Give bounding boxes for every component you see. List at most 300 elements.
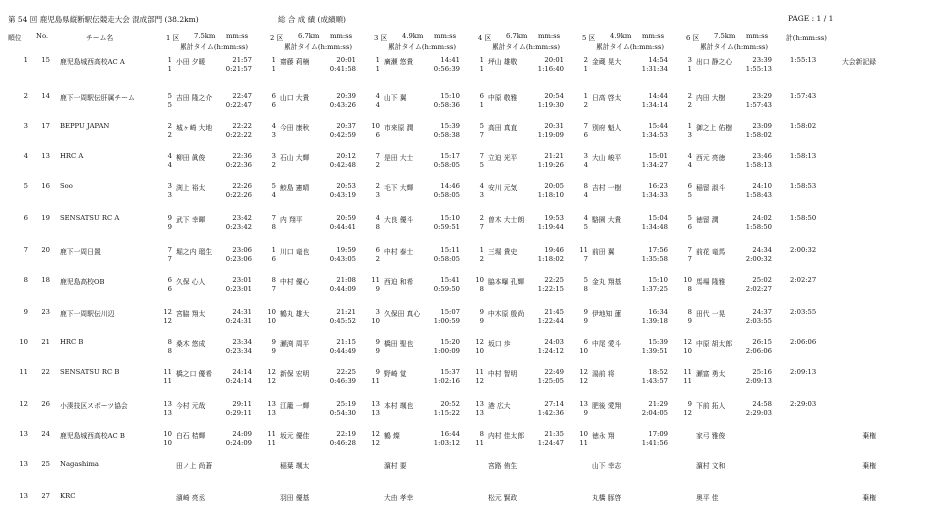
team-name: SENSATSU RC B — [60, 368, 120, 376]
table-row — [0, 492, 930, 512]
leg-rank: 9 — [271, 338, 276, 346]
cumulative-time: 0:58:05 — [433, 255, 460, 263]
section-rank: 9 — [583, 317, 588, 325]
leg-time: 15:07 — [440, 308, 460, 316]
cumulative-time: 1:34:33 — [641, 191, 668, 199]
leg-time: 15:04 — [648, 214, 668, 222]
leg-rank: 3 — [167, 182, 172, 190]
table-row — [0, 92, 930, 112]
leg-rank: 6 — [167, 276, 172, 284]
runner-name: 松元 賢政 — [488, 494, 518, 502]
runner-name: 橋之口 優希 — [176, 370, 213, 378]
total-time: 1:57:43 — [790, 92, 817, 100]
section-rank: 3 — [167, 191, 172, 199]
section-rank: 3 — [375, 191, 380, 199]
runner-name: 駱園 大貴 — [592, 216, 622, 224]
section-5-unit: mm:ss — [642, 32, 665, 40]
runner-name: 江籠 一輝 — [280, 402, 310, 410]
section-rank: 7 — [479, 223, 484, 231]
runner-name: 白石 桔輝 — [176, 432, 206, 440]
cumulative-time: 1:15:22 — [433, 409, 460, 417]
leg-time: 24:09 — [232, 430, 252, 438]
leg-rank: 7 — [375, 152, 380, 160]
cumulative-time: 1:35:58 — [641, 255, 668, 263]
section-rank: 13 — [475, 409, 484, 417]
section-5-cumulative: 累計タイム(h:mm:ss) — [596, 43, 664, 51]
section-rank: 6 — [687, 223, 692, 231]
leg-time: 25:02 — [752, 276, 772, 284]
cumulative-time: 0:44:41 — [329, 223, 356, 231]
cumulative-time: 0:46:28 — [329, 439, 356, 447]
runner-name: 鮫島 憲晴 — [280, 184, 310, 192]
cumulative-time: 0:59:51 — [433, 223, 460, 231]
leg-time: 15:11 — [440, 246, 460, 254]
section-rank: 4 — [687, 161, 692, 169]
leg-rank: 1 — [479, 246, 484, 254]
row-number: 20 — [41, 246, 50, 254]
leg-time: 20:39 — [336, 92, 356, 100]
table-row — [0, 152, 930, 172]
leg-rank: 10 — [683, 276, 692, 284]
cumulative-time: 1:24:47 — [537, 439, 564, 447]
leg-time: 20:01 — [336, 56, 356, 64]
leg-rank: 9 — [167, 214, 172, 222]
runner-name: 坪山 雄敬 — [488, 58, 518, 66]
section-rank: 4 — [583, 161, 588, 169]
runner-name: 三堀 貴史 — [488, 248, 518, 256]
row-number: 22 — [41, 368, 50, 376]
header-team: チーム名 — [86, 34, 114, 42]
cumulative-time: 0:23:01 — [225, 285, 252, 293]
leg-rank: 4 — [271, 122, 276, 130]
team-name: 鹿下一周日置 — [60, 248, 101, 256]
cumulative-time: 1:58:13 — [745, 161, 772, 169]
leg-time: 21:45 — [544, 308, 564, 316]
row-number: 19 — [41, 214, 50, 222]
leg-rank: 1 — [271, 246, 276, 254]
runner-name: 前花 竜馬 — [696, 248, 726, 256]
cumulative-time: 0:58:38 — [433, 131, 460, 139]
runner-name: 前田 翼 — [592, 248, 615, 256]
row-rank: 1 — [23, 56, 28, 64]
row-rank: 13 — [19, 492, 28, 500]
team-name: 鹿下一周駅伝川辺 — [60, 310, 115, 318]
runner-name: 田ノ上 尚蒼 — [176, 462, 213, 470]
leg-time: 20:54 — [544, 92, 564, 100]
cumulative-time: 0:44:49 — [329, 347, 356, 355]
leg-time: 14:54 — [648, 56, 668, 64]
section-rank: 10 — [475, 347, 484, 355]
leg-rank: 9 — [687, 400, 692, 408]
leg-rank: 12 — [267, 368, 276, 376]
cumulative-time: 1:34:27 — [641, 161, 668, 169]
section-rank: 5 — [167, 101, 172, 109]
leg-time: 20:52 — [440, 400, 460, 408]
cumulative-time: 1:58:02 — [745, 131, 772, 139]
cumulative-time: 0:44:09 — [329, 285, 356, 293]
runner-name: 今田 康秋 — [280, 124, 310, 132]
table-row — [0, 182, 930, 202]
team-name: 鹿児島城西高校AC A — [60, 58, 125, 66]
cumulative-time: 0:22:47 — [225, 101, 252, 109]
section-rank: 12 — [267, 377, 276, 385]
total-time: 1:58:53 — [790, 182, 817, 190]
cumulative-time: 0:58:05 — [433, 161, 460, 169]
leg-time: 14:41 — [440, 56, 460, 64]
leg-time: 22:19 — [336, 430, 356, 438]
runner-name: 内村 佳太郎 — [488, 432, 525, 440]
leg-rank: 8 — [687, 308, 692, 316]
runner-name: 齋藤 莉楠 — [280, 58, 310, 66]
section-rank: 8 — [583, 285, 588, 293]
table-row — [0, 368, 930, 388]
leg-time: 24:02 — [752, 214, 772, 222]
row-number: 24 — [41, 430, 50, 438]
runner-name: 桑木 悠成 — [176, 340, 206, 348]
section-3-cumulative: 累計タイム(h:mm:ss) — [388, 43, 456, 51]
runner-name: 吉田 隆之介 — [176, 94, 213, 102]
leg-time: 20:37 — [336, 122, 356, 130]
runner-name: 中木原 殷尚 — [488, 310, 525, 318]
cumulative-time: 1:34:53 — [641, 131, 668, 139]
leg-rank: 7 — [583, 122, 588, 130]
leg-rank: 12 — [163, 308, 172, 316]
leg-rank: 4 — [479, 182, 484, 190]
section-4-cumulative: 累計タイム(h:mm:ss) — [492, 43, 560, 51]
row-rank: 5 — [23, 182, 28, 190]
leg-time: 20:12 — [336, 152, 356, 160]
cumulative-time: 1:43:57 — [641, 377, 668, 385]
section-rank: 1 — [271, 65, 276, 73]
leg-rank: 10 — [475, 276, 484, 284]
cumulative-time: 0:54:30 — [329, 409, 356, 417]
leg-time: 16:23 — [648, 182, 668, 190]
leg-time: 23:01 — [232, 276, 252, 284]
cumulative-time: 1:19:09 — [537, 131, 564, 139]
section-rank: 2 — [375, 255, 380, 263]
cumulative-time: 0:56:39 — [433, 65, 460, 73]
leg-time: 21:35 — [544, 430, 564, 438]
leg-rank: 4 — [375, 92, 380, 100]
row-number: 25 — [41, 460, 50, 468]
runner-name: 内田 大樹 — [696, 94, 726, 102]
cumulative-time: 1:39:18 — [641, 317, 668, 325]
leg-rank: 6 — [479, 92, 484, 100]
row-rank: 8 — [23, 276, 28, 284]
section-rank: 9 — [375, 285, 380, 293]
cumulative-time: 2:02:27 — [745, 285, 772, 293]
leg-rank: 12 — [683, 338, 692, 346]
leg-rank: 11 — [683, 368, 692, 376]
leg-time: 21:57 — [232, 56, 252, 64]
cumulative-time: 0:43:05 — [329, 255, 356, 263]
section-rank: 6 — [375, 131, 380, 139]
cumulative-time: 0:58:05 — [433, 191, 460, 199]
runner-name: 濱崎 亮丞 — [176, 494, 206, 502]
row-rank: 13 — [19, 430, 28, 438]
table-row — [0, 122, 930, 142]
section-6-cumulative: 累計タイム(h:mm:ss) — [700, 43, 768, 51]
leg-rank: 3 — [271, 152, 276, 160]
page-indicator: PAGE : 1 / 1 — [788, 14, 834, 23]
section-3-unit: mm:ss — [434, 32, 457, 40]
section-rank: 1 — [375, 65, 380, 73]
runner-name: 武下 幸暉 — [176, 216, 206, 224]
cumulative-time: 0:22:26 — [225, 191, 252, 199]
section-1-unit: mm:ss — [226, 32, 249, 40]
leg-rank: 6 — [687, 182, 692, 190]
section-1-label: 1 区 — [166, 34, 180, 42]
cumulative-time: 2:04:05 — [641, 409, 668, 417]
cumulative-time: 0:29:11 — [225, 409, 252, 417]
leg-time: 22:47 — [232, 92, 252, 100]
section-rank: 8 — [479, 285, 484, 293]
leg-time: 23:42 — [232, 214, 252, 222]
row-rank: 2 — [23, 92, 28, 100]
leg-time: 19:53 — [544, 214, 564, 222]
runner-name: 新保 宏明 — [280, 370, 310, 378]
section-rank: 4 — [375, 101, 380, 109]
runner-name: 是田 大士 — [384, 154, 414, 162]
cumulative-time: 2:06:06 — [745, 347, 772, 355]
header-rank: 順位 — [8, 34, 22, 42]
section-rank: 7 — [167, 255, 172, 263]
cumulative-time: 2:09:13 — [745, 377, 772, 385]
cumulative-time: 1:19:30 — [537, 101, 564, 109]
runner-name: 本村 颯也 — [384, 402, 414, 410]
section-rank: 10 — [579, 347, 588, 355]
leg-time: 15:01 — [648, 152, 668, 160]
cumulative-time: 2:29:03 — [745, 409, 772, 417]
runner-name: 金蔵 晃大 — [592, 58, 622, 66]
runner-name: 稲葉 颯太 — [280, 462, 310, 470]
runner-name: 中尾 愛斗 — [592, 340, 622, 348]
leg-time: 23:29 — [752, 92, 772, 100]
leg-rank: 12 — [475, 338, 484, 346]
cumulative-time: 0:23:34 — [225, 347, 252, 355]
leg-time: 15:41 — [440, 276, 460, 284]
table-row — [0, 276, 930, 296]
cumulative-time: 1:19:26 — [537, 161, 564, 169]
runner-name: 日高 啓太 — [592, 94, 622, 102]
section-rank: 2 — [271, 161, 276, 169]
runner-name: 港 広大 — [488, 402, 511, 410]
row-rank: 6 — [23, 214, 28, 222]
runner-name: 坂元 優佳 — [280, 432, 310, 440]
section-rank: 6 — [271, 101, 276, 109]
section-rank: 13 — [371, 409, 380, 417]
runner-name: 西迫 和希 — [384, 278, 414, 286]
total-time: 2:06:06 — [790, 338, 817, 346]
leg-rank: 1 — [583, 92, 588, 100]
leg-time: 24:14 — [232, 368, 252, 376]
total-time: 1:55:13 — [790, 56, 817, 64]
leg-time: 15:20 — [440, 338, 460, 346]
section-rank: 5 — [583, 223, 588, 231]
runner-name: 鶴丸 雄大 — [280, 310, 310, 318]
leg-time: 16:44 — [440, 430, 460, 438]
section-rank: 8 — [687, 285, 692, 293]
team-name: 鹿児島高校OB — [60, 278, 105, 286]
runner-name: 廣瀬 悠貴 — [384, 58, 414, 66]
row-note: 棄権 — [862, 432, 876, 440]
leg-rank: 12 — [371, 430, 380, 438]
leg-time: 20:01 — [544, 56, 564, 64]
row-rank: 9 — [23, 308, 28, 316]
row-rank: 3 — [23, 122, 28, 130]
runner-name: 馬場 隆雅 — [696, 278, 726, 286]
row-number: 13 — [41, 152, 50, 160]
document-title: 第 54 回 鹿児島県縦断駅伝競走大会 混成部門 (38.2km) — [8, 15, 199, 24]
leg-rank: 2 — [583, 56, 588, 64]
cumulative-time: 0:21:57 — [225, 65, 252, 73]
leg-rank: 3 — [687, 56, 692, 64]
runner-name: 川口 竜也 — [280, 248, 310, 256]
runner-name: 鶴 燦 — [384, 432, 400, 440]
runner-name: 稲留 淑斗 — [696, 184, 726, 192]
runner-name: 西元 亮徳 — [696, 154, 726, 162]
total-time: 2:00:32 — [790, 246, 817, 254]
table-row — [0, 56, 930, 76]
table-row — [0, 338, 930, 358]
leg-rank: 1 — [167, 56, 172, 64]
section-rank: 3 — [271, 131, 276, 139]
leg-time: 24:03 — [544, 338, 564, 346]
runner-name: 中村 泰士 — [384, 248, 414, 256]
cumulative-time: 1:00:59 — [433, 317, 460, 325]
leg-time: 24:31 — [232, 308, 252, 316]
runner-name: 山下 翼 — [384, 94, 407, 102]
cumulative-time: 1:39:51 — [641, 347, 668, 355]
runner-name: 湯前 将 — [592, 370, 615, 378]
cumulative-time: 1:37:25 — [641, 285, 668, 293]
leg-time: 24:58 — [752, 400, 772, 408]
leg-rank: 7 — [479, 152, 484, 160]
runner-name: 宮脇 翔太 — [176, 310, 206, 318]
row-rank: 13 — [19, 460, 28, 468]
section-rank: 12 — [683, 409, 692, 417]
section-rank: 6 — [271, 255, 276, 263]
team-name: 鹿下一周駅伝肝属チーム — [60, 94, 135, 102]
leg-rank: 12 — [579, 368, 588, 376]
runner-name: 瀬渕 周平 — [280, 340, 310, 348]
leg-rank: 2 — [167, 122, 172, 130]
section-rank: 10 — [267, 317, 276, 325]
section-3-distance: 4.9km — [402, 32, 424, 40]
section-rank: 7 — [583, 255, 588, 263]
leg-rank: 9 — [479, 308, 484, 316]
leg-rank: 2 — [479, 214, 484, 222]
table-row — [0, 214, 930, 234]
cumulative-time: 0:24:14 — [225, 377, 252, 385]
leg-time: 24:10 — [752, 182, 772, 190]
leg-time: 19:59 — [336, 246, 356, 254]
leg-rank: 7 — [687, 246, 692, 254]
table-row — [0, 460, 930, 480]
runner-name: 久保 心人 — [176, 278, 206, 286]
runner-name: 瀬富 勇太 — [696, 370, 726, 378]
section-rank: 9 — [167, 223, 172, 231]
cumulative-time: 1:03:12 — [433, 439, 460, 447]
leg-time: 27:14 — [544, 400, 564, 408]
leg-time: 23:39 — [752, 56, 772, 64]
leg-time: 26:15 — [752, 338, 772, 346]
cumulative-time: 0:24:31 — [225, 317, 252, 325]
runner-name: 大由 孝幸 — [384, 494, 414, 502]
cumulative-time: 0:22:36 — [225, 161, 252, 169]
section-rank: 13 — [163, 409, 172, 417]
leg-time: 23:09 — [752, 122, 772, 130]
leg-time: 24:34 — [752, 246, 772, 254]
runner-name: 脇本曝 孔輝 — [488, 278, 525, 286]
runner-name: 奥平 佳 — [696, 494, 719, 502]
leg-rank: 13 — [163, 400, 172, 408]
runner-name: 市来原 潤 — [384, 124, 414, 132]
row-note: 大会新記録 — [842, 58, 876, 66]
leg-time: 22:36 — [232, 152, 252, 160]
leg-time: 20:53 — [336, 182, 356, 190]
team-name: HRC A — [60, 152, 84, 160]
leg-time: 21:29 — [648, 400, 668, 408]
leg-time: 14:44 — [648, 92, 668, 100]
row-rank: 7 — [23, 246, 28, 254]
leg-time: 20:05 — [544, 182, 564, 190]
total-time: 1:58:13 — [790, 152, 817, 160]
row-number: 18 — [41, 276, 50, 284]
section-rank: 10 — [683, 347, 692, 355]
team-name: HRC B — [60, 338, 84, 346]
total-time: 2:03:55 — [790, 308, 817, 316]
leg-time: 15:10 — [440, 214, 460, 222]
cumulative-time: 1:19:44 — [537, 223, 564, 231]
runner-name: 城ヶ崎 大地 — [176, 124, 213, 132]
leg-time: 15:39 — [440, 122, 460, 130]
section-rank: 11 — [579, 439, 588, 447]
leg-rank: 8 — [583, 182, 588, 190]
runner-name: 曽木 大士朗 — [488, 216, 525, 224]
leg-rank: 8 — [479, 430, 484, 438]
runner-name: 野崎 覚 — [384, 370, 407, 378]
leg-rank: 4 — [583, 214, 588, 222]
section-rank: 1 — [479, 101, 484, 109]
total-time: 1:58:02 — [790, 122, 817, 130]
cumulative-time: 0:59:50 — [433, 285, 460, 293]
runner-name: 中村 優心 — [280, 278, 310, 286]
cumulative-time: 1:16:40 — [537, 65, 564, 73]
section-rank: 2 — [479, 255, 484, 263]
leg-rank: 11 — [267, 430, 276, 438]
leg-rank: 2 — [375, 182, 380, 190]
row-number: 16 — [41, 182, 50, 190]
section-rank: 4 — [271, 191, 276, 199]
section-1-cumulative: 累計タイム(h:mm:ss) — [180, 43, 248, 51]
cumulative-time: 0:45:52 — [329, 317, 356, 325]
leg-time: 15:39 — [648, 338, 668, 346]
leg-time: 16:34 — [648, 308, 668, 316]
leg-rank: 5 — [271, 182, 276, 190]
section-rank: 2 — [687, 101, 692, 109]
section-rank: 7 — [479, 131, 484, 139]
total-time: 2:02:27 — [790, 276, 817, 284]
section-4-distance: 6.7km — [506, 32, 528, 40]
leg-rank: 6 — [271, 92, 276, 100]
section-rank: 5 — [687, 191, 692, 199]
leg-time: 21:21 — [544, 152, 564, 160]
section-rank: 5 — [479, 161, 484, 169]
row-number: 17 — [41, 122, 50, 130]
leg-time: 17:56 — [648, 246, 668, 254]
leg-time: 17:09 — [648, 430, 668, 438]
